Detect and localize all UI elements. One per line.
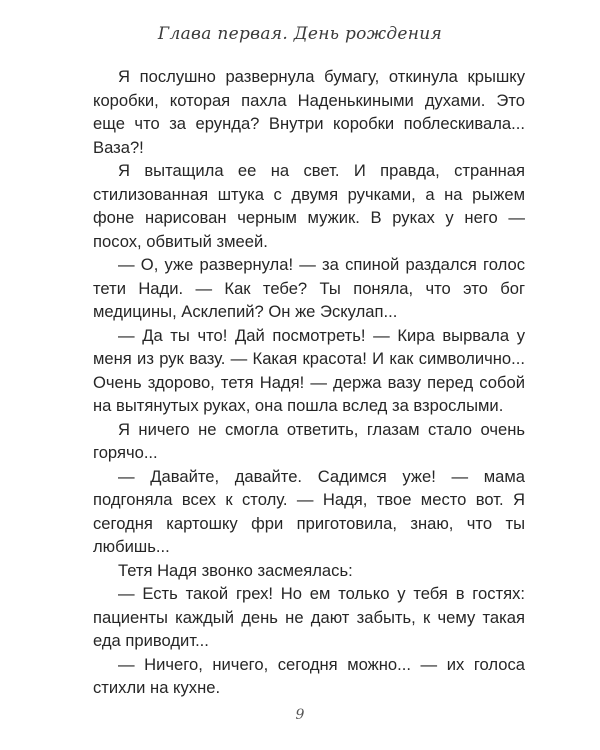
chapter-title: Глава первая. День рождения <box>157 24 443 44</box>
paragraph: — Да ты что! Дай посмотреть! — Кира вырвала у меня из рук вазу. — Какая красота! И как символично... Очень здорово, тетя Надя! — держа вазу перед собой на вытянутых руках, она пошла вслед за взрослыми. <box>93 325 525 415</box>
paragraph: Я послушно развернула бумагу, откинула крышку коробки, которая пахла Наденькиными духами. Это еще что за ерунда? Внутри коробки поблескивала... Ваза?! <box>93 67 525 157</box>
paragraph: — Ничего, ничего, сегодня можно... — их голоса стихли на кухне. <box>93 654 525 697</box>
body-text <box>93 65 525 700</box>
paragraph: — Давайте, давайте. Садимся уже! — мама подгоняла всех к столу. — Надя, твое место вот. Я сегодня картошку фри приготовила, знаю, что ты любишь... <box>93 466 525 556</box>
paragraph: — Есть такой грех! Но ем только у тебя в гостях: пациенты каждый день не дают забыть, к чему такая еда приводит... <box>93 584 525 650</box>
paragraph: — О, уже развернула! — за спиной раздался голос тети Нади. — Как тебе? Ты поняла, что это бог медицины, Асклепий? Он же Эскулап... <box>93 255 525 321</box>
paragraph: Я ничего не смогла ответить, глазам стало очень горячо... <box>93 419 525 462</box>
paragraph: Тетя Надя звонко засмеялась: <box>118 560 353 580</box>
page-number: 9 <box>295 707 305 723</box>
paragraph: Я вытащила ее на свет. И правда, странная стилизованная штука с двумя ручками, а на рыжем фоне нарисован черным мужик. В руках у него — посох, обвитый змеей. <box>93 161 525 251</box>
